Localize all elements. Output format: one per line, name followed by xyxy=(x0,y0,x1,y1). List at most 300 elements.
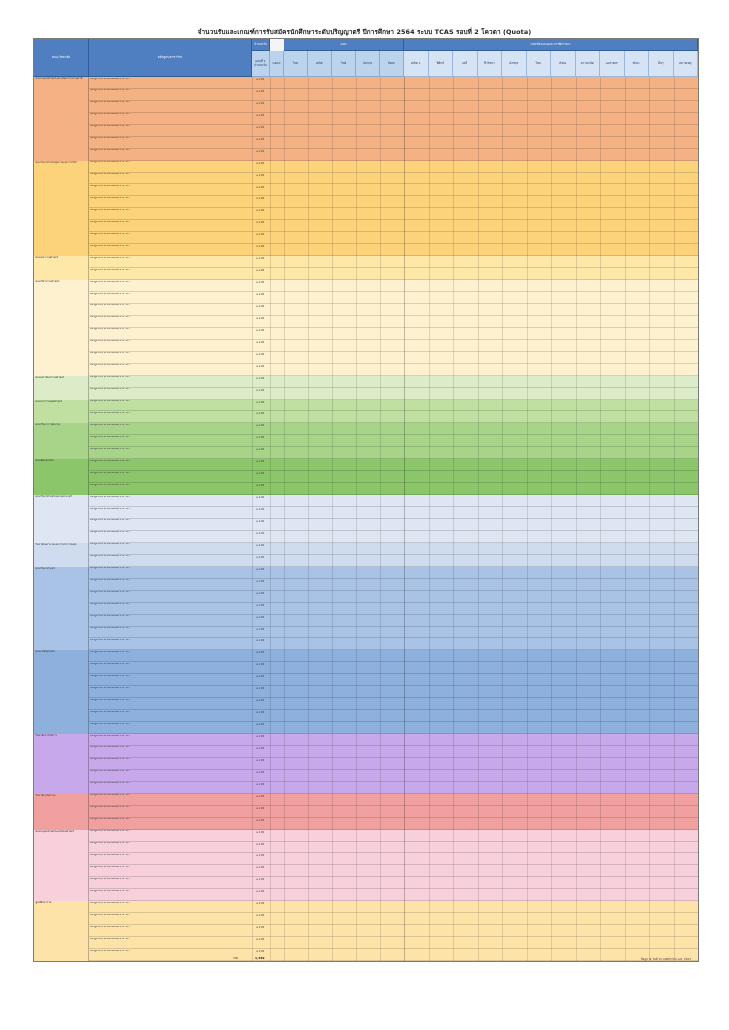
column-divider xyxy=(332,830,333,902)
table-row xyxy=(89,208,698,220)
column-divider xyxy=(252,495,253,543)
faculty-band xyxy=(34,280,698,376)
faculty-name: คณะมนุษยศาสตร์และสังคมศาสตร์ xyxy=(34,830,89,902)
column-divider xyxy=(649,794,650,830)
table-row xyxy=(89,459,698,471)
column-divider xyxy=(576,495,577,543)
column-divider xyxy=(600,423,601,459)
column-divider xyxy=(478,543,479,567)
column-divider xyxy=(252,256,253,280)
table-row xyxy=(89,137,698,149)
gpax-value: ≥ 2.00 xyxy=(256,221,265,225)
column-divider xyxy=(551,901,552,961)
column-divider xyxy=(308,901,309,961)
column-divider xyxy=(551,734,552,794)
gpax-value: ≥ 2.00 xyxy=(256,627,265,631)
column-divider xyxy=(527,543,528,567)
program-name: หลักสูตรวิทยาศาสตรบัณฑิต สาขาวิชา xyxy=(90,627,130,629)
gpax-value: ≥ 2.00 xyxy=(256,257,265,261)
column-divider xyxy=(576,459,577,495)
table-row xyxy=(89,865,698,877)
program-name: หลักสูตรวิทยาศาสตรบัณฑิต สาขาวิชา xyxy=(90,937,130,940)
faculty-name: คณะสาธารณสุขศาสตร์ xyxy=(34,400,89,424)
column-divider xyxy=(252,423,253,459)
column-divider xyxy=(308,543,309,567)
faculty-band xyxy=(34,901,698,961)
column-divider xyxy=(674,400,675,424)
header-onet-7: ความถนัด xyxy=(576,51,601,77)
column-divider xyxy=(478,567,479,651)
column-divider xyxy=(308,400,309,424)
program-name: หลักสูตรวิทยาศาสตรบัณฑิต สาขาวิชา xyxy=(90,304,130,307)
gpax-value: ≥ 2.00 xyxy=(256,687,265,691)
gpax-value: ≥ 2.00 xyxy=(256,818,265,822)
program-name: หลักสูตรวิทยาศาสตรบัณฑิต สาขาวิชา xyxy=(90,113,130,116)
program-name: หลักสูตรวิทยาศาสตรบัณฑิต สาขาวิชา xyxy=(90,471,130,474)
program-name: หลักสูตรวิทยาศาสตรบัณฑิต สาขาวิชา xyxy=(90,77,130,80)
table-row xyxy=(89,340,698,352)
column-divider xyxy=(356,830,357,902)
program-name: หลักสูตรวิทยาศาสตรบัณฑิต สาขาวิชา xyxy=(90,925,130,928)
total-value: 1,369 xyxy=(255,956,265,960)
column-divider xyxy=(502,77,503,161)
column-divider xyxy=(284,256,285,280)
table-row xyxy=(89,842,698,854)
program-name: หลักสูตรวิทยาศาสตรบัณฑิต สาขาวิชา xyxy=(90,400,130,403)
table-row xyxy=(89,627,698,639)
column-divider xyxy=(625,280,626,376)
header-gpa-1: คณิต xyxy=(308,51,332,77)
column-divider xyxy=(600,280,601,376)
column-divider xyxy=(649,256,650,280)
gpax-value: ≥ 2.00 xyxy=(256,663,265,667)
gpax-value: ≥ 2.00 xyxy=(256,400,265,404)
program-name: หลักสูตรวิทยาศาสตรบัณฑิต สาขาวิชา xyxy=(90,710,130,713)
column-divider xyxy=(332,376,333,400)
gpax-value: ≥ 2.00 xyxy=(256,938,265,942)
program-name: หลักสูตรวิทยาศาสตรบัณฑิต สาขาวิชา xyxy=(90,842,130,845)
faculty-band xyxy=(34,495,698,543)
column-divider xyxy=(674,794,675,830)
column-divider xyxy=(453,901,454,961)
gpax-value: ≥ 2.00 xyxy=(256,806,265,810)
column-divider xyxy=(404,256,405,280)
program-name: หลักสูตรวิทยาศาสตรบัณฑิต สาขาวิชา xyxy=(90,280,130,283)
table-row xyxy=(89,185,698,197)
column-divider xyxy=(502,650,503,734)
column-divider xyxy=(429,459,430,495)
column-divider xyxy=(674,423,675,459)
gpax-value: ≥ 2.00 xyxy=(256,830,265,834)
table-row xyxy=(89,232,698,244)
program-name: หลักสูตรวิทยาศาสตรบัณฑิต สาขาวิชา xyxy=(90,734,130,737)
column-divider xyxy=(453,161,454,257)
column-divider xyxy=(380,830,381,902)
column-divider xyxy=(356,400,357,424)
table-row xyxy=(89,650,698,662)
column-divider xyxy=(429,830,430,902)
program-name: หลักสูตรวิทยาศาสตรบัณฑิต สาขาวิชา xyxy=(90,352,130,355)
column-divider xyxy=(380,650,381,734)
column-divider xyxy=(502,459,503,495)
column-divider xyxy=(270,423,271,459)
faculty-band xyxy=(34,567,698,651)
column-divider xyxy=(527,459,528,495)
column-divider xyxy=(356,256,357,280)
header-gpa-4: สังคม xyxy=(380,51,404,77)
column-divider xyxy=(270,376,271,400)
column-divider xyxy=(453,280,454,376)
column-divider xyxy=(380,400,381,424)
column-divider xyxy=(270,400,271,424)
column-divider xyxy=(478,650,479,734)
column-divider xyxy=(478,376,479,400)
gpax-value: ≥ 2.00 xyxy=(256,519,265,523)
column-divider xyxy=(404,161,405,257)
program-name: หลักสูตรวิทยาศาสตรบัณฑิต สาขาวิชา xyxy=(90,543,130,546)
program-name: หลักสูตรวิทยาศาสตรบัณฑิต สาขาวิชา xyxy=(90,376,130,379)
program-name: หลักสูตรวิทยาศาสตรบัณฑิต สาขาวิชา xyxy=(90,949,130,952)
column-divider xyxy=(356,650,357,734)
column-divider xyxy=(356,423,357,459)
column-divider xyxy=(674,830,675,902)
faculty-name: วิทยาลัยการจัดการ xyxy=(34,734,89,794)
faculty-name: ศูนย์ศึกษาร่วม xyxy=(34,901,89,961)
column-divider xyxy=(332,256,333,280)
column-divider xyxy=(527,376,528,400)
table-row xyxy=(89,101,698,113)
program-name: หลักสูตรวิทยาศาสตรบัณฑิต สาขาวิชา xyxy=(90,89,130,92)
faculty-name: คณะวิทยาการสุขภาพ xyxy=(34,423,89,459)
table-row xyxy=(89,830,698,842)
column-divider xyxy=(404,830,405,902)
column-divider xyxy=(356,567,357,651)
gpax-value: ≥ 2.00 xyxy=(256,579,265,583)
column-divider xyxy=(625,423,626,459)
header-onet-9: ทักษะ xyxy=(625,51,650,77)
column-divider xyxy=(551,794,552,830)
column-divider xyxy=(332,77,333,161)
column-divider xyxy=(551,376,552,400)
column-divider xyxy=(674,734,675,794)
gpax-value: ≥ 2.00 xyxy=(256,735,265,739)
program-name: หลักสูตรวิทยาศาสตรบัณฑิต สาขาวิชา xyxy=(90,483,130,486)
column-divider xyxy=(308,77,309,161)
column-divider xyxy=(380,376,381,400)
column-divider xyxy=(551,543,552,567)
column-divider xyxy=(674,280,675,376)
column-divider xyxy=(308,459,309,495)
column-divider xyxy=(332,567,333,651)
gpax-value: ≥ 2.00 xyxy=(256,78,265,81)
program-name: หลักสูตรวิทยาศาสตรบัณฑิต สาขาวิชา xyxy=(90,615,130,618)
column-divider xyxy=(252,901,253,961)
header-other-0: อื่นๆ xyxy=(649,51,674,77)
table-row xyxy=(89,495,698,507)
column-divider xyxy=(284,734,285,794)
table-row xyxy=(89,698,698,710)
column-divider xyxy=(478,794,479,830)
program-name: หลักสูตรวิทยาศาสตรบัณฑิต สาขาวิชา xyxy=(90,435,130,438)
gpax-value: ≥ 2.00 xyxy=(256,233,265,237)
table-row xyxy=(89,256,698,268)
column-divider xyxy=(356,280,357,376)
column-divider xyxy=(674,459,675,495)
column-divider xyxy=(308,423,309,459)
column-divider xyxy=(649,459,650,495)
faculty-name: คณะวิทยาศาสตร์สุขภาพและการกีฬา xyxy=(34,161,89,257)
header-faculty: คณะ/วิทยาลัย xyxy=(34,39,89,77)
column-divider xyxy=(625,830,626,902)
gpax-value: ≥ 2.00 xyxy=(256,878,265,882)
gpax-value: ≥ 2.00 xyxy=(256,950,265,954)
column-divider xyxy=(252,567,253,651)
gpax-value: ≥ 2.00 xyxy=(256,508,265,512)
gpax-value: ≥ 2.00 xyxy=(256,902,265,906)
column-divider xyxy=(252,543,253,567)
column-divider xyxy=(252,794,253,830)
column-divider xyxy=(332,280,333,376)
gpax-value: ≥ 2.00 xyxy=(256,173,265,177)
column-divider xyxy=(527,734,528,794)
gpax-value: ≥ 2.00 xyxy=(256,245,265,249)
column-divider xyxy=(429,495,430,543)
column-divider xyxy=(551,256,552,280)
table-row xyxy=(89,722,698,734)
table-row xyxy=(89,543,698,555)
program-name: หลักสูตรวิทยาศาสตรบัณฑิต สาขาวิชา xyxy=(90,137,130,140)
program-name: หลักสูตรวิทยาศาสตรบัณฑิต สาขาวิชา xyxy=(90,459,130,462)
table-row xyxy=(89,364,698,376)
column-divider xyxy=(600,459,601,495)
column-divider xyxy=(502,376,503,400)
column-divider xyxy=(270,794,271,830)
table-row xyxy=(89,937,698,949)
program-name: หลักสูตรวิทยาศาสตรบัณฑิต สาขาวิชา xyxy=(90,292,130,295)
gpax-value: ≥ 2.00 xyxy=(256,854,265,858)
column-divider xyxy=(527,794,528,830)
program-name: หลักสูตรวิทยาศาสตรบัณฑิต สาขาวิชา xyxy=(90,328,130,331)
faculty-name: วิทยาลัยพยาบาลและการสาธารณสุข xyxy=(34,543,89,567)
table-row xyxy=(89,77,698,89)
gpax-value: ≥ 2.00 xyxy=(256,615,265,619)
column-divider xyxy=(332,459,333,495)
column-divider xyxy=(674,161,675,257)
column-divider xyxy=(453,376,454,400)
column-divider xyxy=(625,794,626,830)
column-divider xyxy=(332,400,333,424)
table-row xyxy=(89,877,698,889)
column-divider xyxy=(551,161,552,257)
column-divider xyxy=(674,543,675,567)
table-row xyxy=(89,638,698,650)
column-divider xyxy=(380,794,381,830)
gpax-value: ≥ 2.00 xyxy=(256,364,265,368)
column-divider xyxy=(576,161,577,257)
column-divider xyxy=(649,543,650,567)
column-divider xyxy=(576,376,577,400)
column-divider xyxy=(527,161,528,257)
program-name: หลักสูตรวิทยาศาสตรบัณฑิต สาขาวิชา xyxy=(90,411,130,414)
column-divider xyxy=(270,77,271,161)
column-divider xyxy=(252,734,253,794)
column-divider xyxy=(332,423,333,459)
column-divider xyxy=(284,280,285,376)
program-name: หลักสูตรวิทยาศาสตรบัณฑิต สาขาวิชา xyxy=(90,101,130,104)
table-row xyxy=(89,782,698,794)
table-row xyxy=(89,125,698,137)
column-divider xyxy=(429,77,430,161)
column-divider xyxy=(429,256,430,280)
column-divider xyxy=(478,495,479,543)
gpax-value: ≥ 2.00 xyxy=(256,149,265,153)
table-row xyxy=(89,889,698,901)
table-row xyxy=(89,507,698,519)
column-divider xyxy=(429,543,430,567)
column-divider xyxy=(600,161,601,257)
column-divider xyxy=(551,459,552,495)
column-divider xyxy=(308,280,309,376)
header-onet-2: เคมี xyxy=(453,51,478,77)
column-divider xyxy=(649,280,650,376)
column-divider xyxy=(429,567,430,651)
column-divider xyxy=(284,423,285,459)
faculty-band xyxy=(34,543,698,567)
header-onet-5: ไทย xyxy=(527,51,552,77)
column-divider xyxy=(404,77,405,161)
gpax-value: ≥ 2.00 xyxy=(256,281,265,285)
column-divider xyxy=(551,280,552,376)
table-row xyxy=(89,794,698,806)
gpax-value: ≥ 2.00 xyxy=(256,758,265,762)
column-divider xyxy=(453,256,454,280)
column-divider xyxy=(453,400,454,424)
column-divider xyxy=(502,830,503,902)
table-row xyxy=(89,220,698,232)
quota-table xyxy=(33,38,699,962)
gpax-value: ≥ 2.00 xyxy=(256,711,265,715)
column-divider xyxy=(527,280,528,376)
program-name: หลักสูตรวิทยาศาสตรบัณฑิต สาขาวิชา xyxy=(90,567,130,570)
column-divider xyxy=(674,495,675,543)
gpax-value: ≥ 2.00 xyxy=(256,555,265,559)
program-name: หลักสูตรวิทยาศาสตรบัณฑิต สาขาวิชา xyxy=(90,244,130,247)
column-divider xyxy=(356,459,357,495)
table-row xyxy=(89,567,698,579)
gpax-value: ≥ 2.00 xyxy=(256,304,265,308)
faculty-name: คณะเภสัชศาสตร์ xyxy=(34,650,89,734)
gpax-value: ≥ 2.00 xyxy=(256,866,265,870)
table-row xyxy=(89,423,698,435)
gpax-value: ≥ 2.00 xyxy=(256,699,265,703)
header-gpa-2: วิทย์ xyxy=(332,51,356,77)
column-divider xyxy=(404,734,405,794)
column-divider xyxy=(625,543,626,567)
program-name: หลักสูตรวิทยาศาสตรบัณฑิต สาขาวิชา xyxy=(90,495,130,498)
column-divider xyxy=(252,830,253,902)
column-divider xyxy=(308,794,309,830)
column-divider xyxy=(674,650,675,734)
column-divider xyxy=(478,830,479,902)
program-name: หลักสูตรวิทยาศาสตรบัณฑิต สาขาวิชา xyxy=(90,913,130,916)
table-row xyxy=(89,770,698,782)
column-divider xyxy=(380,280,381,376)
column-divider xyxy=(332,650,333,734)
column-divider xyxy=(527,567,528,651)
column-divider xyxy=(380,543,381,567)
column-divider xyxy=(576,77,577,161)
table-row xyxy=(89,196,698,208)
gpax-value: ≥ 2.00 xyxy=(256,914,265,918)
column-divider xyxy=(453,423,454,459)
table-row xyxy=(89,352,698,364)
column-divider xyxy=(270,650,271,734)
program-name: หลักสูตรวิทยาศาสตรบัณฑิต สาขาวิชา xyxy=(90,173,130,176)
column-divider xyxy=(284,567,285,651)
column-divider xyxy=(404,376,405,400)
column-divider xyxy=(600,495,601,543)
table-row xyxy=(89,304,698,316)
column-divider xyxy=(527,901,528,961)
gpax-value: ≥ 2.00 xyxy=(256,890,265,894)
column-divider xyxy=(600,77,601,161)
column-divider xyxy=(404,794,405,830)
table-row xyxy=(89,471,698,483)
table-row xyxy=(89,734,698,746)
program-name: หลักสูตรวิทยาศาสตรบัณฑิต สาขาวิชา xyxy=(90,507,130,510)
gpax-value: ≥ 2.00 xyxy=(256,101,265,105)
program-name: หลักสูตรวิทยาศาสตรบัณฑิต สาขาวิชา xyxy=(90,746,130,749)
gpax-value: ≥ 2.00 xyxy=(256,424,265,428)
column-divider xyxy=(551,495,552,543)
program-name: หลักสูตรวิทยาศาสตรบัณฑิต สาขาวิชา xyxy=(90,185,130,187)
program-name: หลักสูตรวิทยาศาสตรบัณฑิต สาขาวิชา xyxy=(90,256,130,259)
program-name: หลักสูตรวิทยาศาสตรบัณฑิต สาขาวิชา xyxy=(90,519,130,522)
table-row xyxy=(89,328,698,340)
program-name: หลักสูตรวิทยาศาสตรบัณฑิต สาขาวิชา xyxy=(90,268,130,271)
column-divider xyxy=(380,459,381,495)
column-divider xyxy=(308,495,309,543)
gpax-value: ≥ 2.00 xyxy=(256,531,265,535)
column-divider xyxy=(674,901,675,961)
header-onet-1: ฟิสิกส์ xyxy=(429,51,454,77)
gpax-value: ≥ 2.00 xyxy=(256,340,265,344)
column-divider xyxy=(649,650,650,734)
table-row xyxy=(89,746,698,758)
program-name: หลักสูตรวิทยาศาสตรบัณฑิต สาขาวิชา xyxy=(90,674,130,677)
column-divider xyxy=(600,830,601,902)
gpax-value: ≥ 2.00 xyxy=(256,842,265,846)
gpax-value: ≥ 2.00 xyxy=(256,269,265,273)
faculty-name: คณะวิศวกรรมศาสตร์ xyxy=(34,280,89,376)
column-divider xyxy=(527,400,528,424)
gpax-value: ≥ 2.00 xyxy=(256,484,265,488)
column-divider xyxy=(429,280,430,376)
column-divider xyxy=(308,650,309,734)
column-divider xyxy=(356,77,357,161)
header-gpa: GPA xyxy=(284,39,404,51)
program-name: หลักสูตรวิทยาศาสตรบัณฑิต สาขาวิชา xyxy=(90,818,130,821)
faculty-name: คณะเกษตรศาสตร์และทรัพยากรธรรมชาติ xyxy=(34,77,89,161)
program-name: หลักสูตรวิทยาศาสตรบัณฑิต สาขาวิชา xyxy=(90,638,130,641)
column-divider xyxy=(625,459,626,495)
column-divider xyxy=(551,830,552,902)
program-name: หลักสูตรวิทยาศาสตรบัณฑิต สาขาวิชา xyxy=(90,698,130,701)
table-row xyxy=(89,674,698,686)
table-row xyxy=(89,531,698,543)
column-divider xyxy=(284,650,285,734)
column-divider xyxy=(252,459,253,495)
